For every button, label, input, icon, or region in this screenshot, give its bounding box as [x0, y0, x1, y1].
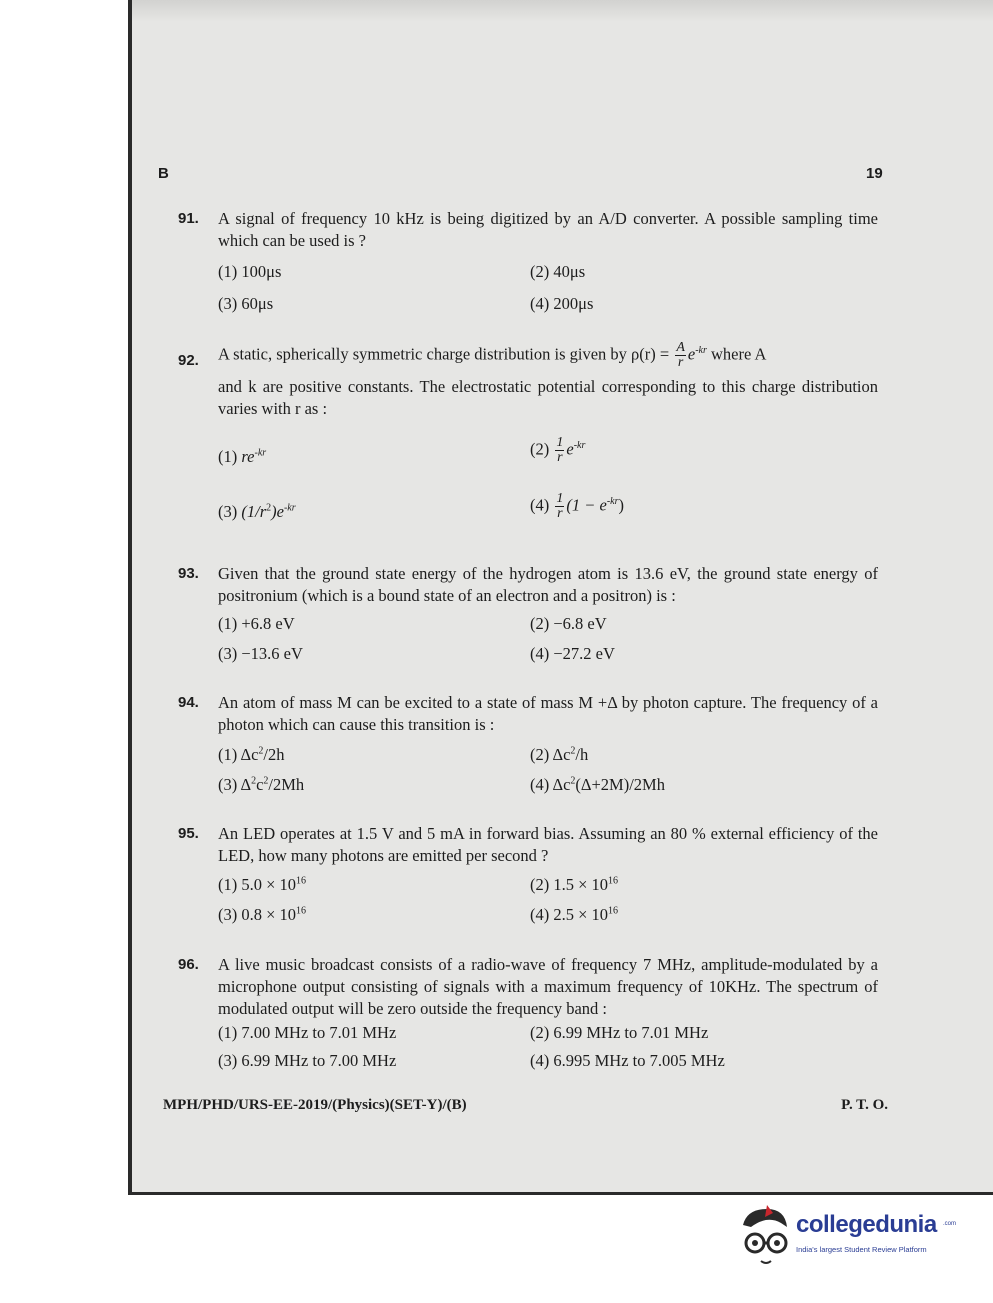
- brand-name: collegedunia: [796, 1211, 937, 1238]
- option-3: (3) 60μs: [218, 294, 274, 313]
- option-1: (1) $re^{-kr}$: [218, 447, 267, 466]
- pto-label: P. T. O.: [841, 1097, 888, 1113]
- collegedunia-logo: [737, 1203, 967, 1273]
- question-number: 96.: [178, 956, 199, 973]
- option-3: (3) $(1/r^2)e^{-kr}$: [218, 502, 296, 521]
- question-text: Given that the ground state energy of the hydrogen atom is 13.6 eV, the ground state energy of positronium (which is a bound state of an electron and a positron) is :: [218, 564, 878, 605]
- question-94: [178, 692, 878, 736]
- option-1: (1) 100μs: [218, 262, 282, 281]
- question-text-line2: and k are positive constants. The electrostatic potential corresponding to this charge distribution varies with r as :: [218, 377, 878, 419]
- charge-fraction: $\frac{A}{r}$: [676, 340, 685, 371]
- option-4: (4) −27.2 eV: [530, 644, 615, 663]
- question-93: [178, 563, 878, 607]
- question-text: A signal of frequency 10 kHz is being digitized by an A/D converter. A possible sampling time which can be used is ?: [218, 209, 878, 250]
- option-4: (4) 6.995 MHz to 7.005 MHz: [530, 1051, 725, 1070]
- question-number: 91.: [178, 210, 199, 227]
- page-number: 19: [866, 165, 883, 182]
- option-2: (2) 40μs: [530, 262, 586, 281]
- option-4: (4) $\frac{1}{r}$ $(1 - e^{-kr})$: [530, 491, 624, 521]
- question-text: An LED operates at 1.5 V and 5 mA in forward bias. Assuming an 80 % external efficiency of the LED, how many photons are emitted per second ?: [218, 824, 878, 865]
- option-2: (2) $1.5 \times 10^{16}$: [530, 875, 619, 894]
- question-96: [178, 954, 878, 1020]
- question-text: A live music broadcast consists of a radio-wave of frequency 7 MHz, amplitude-modulated by a microphone output consisting of signals with a maximum frequency of 10KHz. The spectrum of modulated output will be zero outside the frequency band :: [218, 955, 878, 1018]
- option-3: (3) −13.6 eV: [218, 644, 303, 663]
- question-92: [178, 340, 878, 420]
- option-4: (4) $2.5 \times 10^{16}$: [530, 905, 619, 924]
- brand-tagline: India's largest Student Review Platform: [796, 1245, 927, 1254]
- question-number: 92.: [178, 352, 199, 369]
- option-1: (1) $5.0 \times 10^{16}$: [218, 875, 307, 894]
- question-95: [178, 823, 878, 867]
- page-footer: [163, 1097, 888, 1114]
- option-4: (4) 200μs: [530, 294, 594, 313]
- option-2: (2) $\frac{1}{r}$ $e^{-kr}$: [530, 435, 586, 465]
- option-4: (4) $\Delta c^2(\Delta+2M)/2Mh$: [530, 775, 665, 794]
- option-3: (3) 6.99 MHz to 7.00 MHz: [218, 1051, 397, 1070]
- set-letter: B: [158, 165, 169, 182]
- option-2: (2) −6.8 eV: [530, 614, 607, 633]
- option-2: (2) 6.99 MHz to 7.01 MHz: [530, 1023, 709, 1042]
- option-1: (1) $\Delta c^2/2h$: [218, 745, 285, 764]
- page-border-left: [128, 0, 132, 1195]
- question-number: 94.: [178, 694, 199, 711]
- page-shadow-top: [128, 0, 993, 22]
- question-number: 95.: [178, 825, 199, 842]
- option-3: (3) $0.8 \times 10^{16}$: [218, 905, 307, 924]
- option-1: (1) +6.8 eV: [218, 614, 295, 633]
- page-border-bottom: [128, 1192, 993, 1195]
- brand-suffix: .com: [943, 1221, 957, 1227]
- option-3: (3) $\Delta^2c^2/2Mh$: [218, 775, 305, 794]
- question-text: An atom of mass M can be excited to a state of mass M +Δ by photon capture. The frequency of a photon which can cause this transition is :: [218, 693, 878, 734]
- option-1: (1) 7.00 MHz to 7.01 MHz: [218, 1023, 397, 1042]
- option-2: (2) $\Delta c^2/h$: [530, 745, 589, 764]
- question-number: 93.: [178, 565, 199, 582]
- question-text-line1: A static, spherically symmetric charge distribution is given by ρ(r) = $\frac{A}{r}$ $e^{-kr}$ where A: [218, 340, 767, 371]
- question-91: [178, 208, 878, 252]
- graduate-mascot-icon: [737, 1203, 795, 1267]
- exam-code: MPH/PHD/URS-EE-2019/(Physics)(SET-Y)/(B): [163, 1097, 467, 1113]
